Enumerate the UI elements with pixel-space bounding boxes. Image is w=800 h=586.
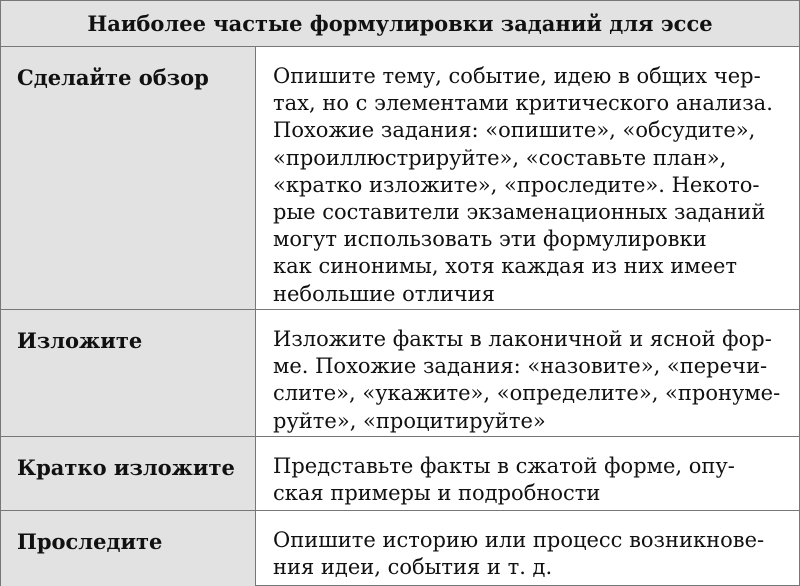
table-row — [1, 309, 799, 437]
table-row — [1, 510, 799, 586]
description-line: Похожие задания: «опишите», «обсудите», — [273, 118, 756, 143]
description-line: ния идеи, события и т. д. — [273, 555, 553, 580]
description-line: «проиллюстрируйте», «составьте план», — [273, 145, 727, 170]
description-line: руйте», «процитируйте» — [273, 408, 546, 433]
description-cell — [257, 437, 799, 511]
description-line: ская примеры и подробности — [273, 481, 601, 506]
description-line: Опишите тему, событие, идею в общих чер- — [273, 64, 761, 88]
description-line: тах, но с элементами критического анализа. — [273, 91, 773, 116]
description-line: небольшие отличия — [273, 281, 495, 306]
term-cell: Изложите — [1, 310, 256, 437]
description-line: слите», «укажите», «определите», «пронуме- — [273, 381, 781, 406]
description-line: ме. Похожие задания: «назовите», «перечи- — [273, 354, 768, 379]
term-cell: Кратко изложите — [1, 437, 256, 511]
table-row — [1, 47, 799, 309]
description-cell — [257, 47, 799, 309]
description-line: Представьте факты в сжатой форме, опу- — [273, 454, 735, 478]
description-line: «кратко изложите», «проследите». Некото- — [273, 172, 760, 197]
table-title: Наиболее частые формулировки заданий для эссе — [1, 1, 799, 47]
description-line: Опишите историю или процесс возникнове- — [273, 528, 765, 552]
description-cell — [257, 511, 799, 586]
table-row — [1, 436, 799, 511]
description-line: рые составители экзаменационных заданий — [273, 200, 766, 225]
description-line: могут использовать эти формулировки — [273, 227, 707, 252]
description-line: как синонимы, хотя каждая из них имеет — [273, 254, 738, 279]
description-cell — [257, 310, 799, 437]
description-line: Изложите факты в лаконичной и ясной фор- — [273, 327, 772, 351]
term-cell: Проследите — [1, 511, 256, 586]
term-cell: Сделайте обзор — [1, 47, 256, 309]
